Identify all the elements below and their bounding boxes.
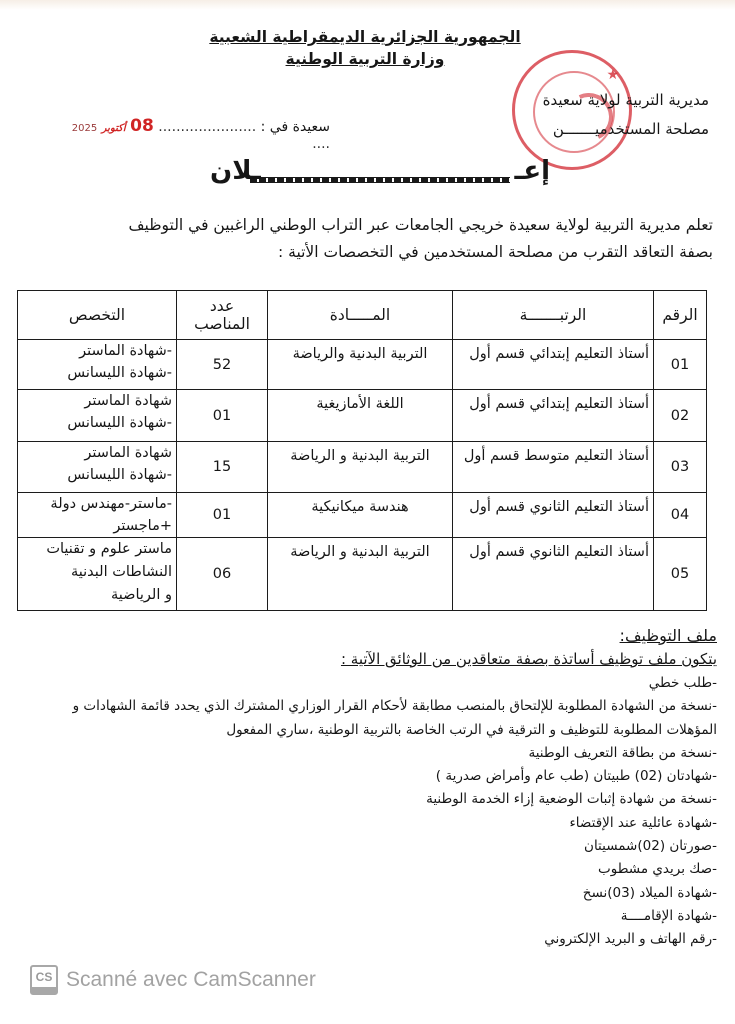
star-icon: ★ <box>606 67 619 83</box>
cell-spec <box>18 538 177 611</box>
cell-num: 05 <box>654 538 707 611</box>
announcement-title-start: إعـ <box>514 156 550 186</box>
cell-spec <box>18 493 177 538</box>
issuer-block <box>409 86 709 144</box>
header-num: الرقم <box>654 291 707 340</box>
spec-line: -شهادة الليسانس <box>67 467 172 483</box>
cell-num: 02 <box>654 390 707 442</box>
cell-count: 06 <box>177 538 268 611</box>
list-item: -نسخة من بطاقة التعريف الوطنية <box>528 744 717 761</box>
subject-text: التربية البدنية و الرياضة <box>290 448 430 464</box>
date-month: أكتوبر <box>101 123 126 134</box>
positions-table <box>17 290 707 611</box>
cell-count: 01 <box>177 493 268 538</box>
list-item: المؤهلات المطلوبة للتوظيف و الترقية في الرتب الخاصة بالتربية الوطنية ،ساري المفعول <box>226 721 717 738</box>
directorate-name: مديرية التربية لولاية سعيدة <box>542 91 709 109</box>
spec-line: شهادة الماستر <box>84 393 172 409</box>
watermark-text: Scanné avec CamScanner <box>66 968 316 991</box>
spec-line: -شهادة الماستر <box>79 343 172 359</box>
cell-count: 01 <box>177 390 268 442</box>
spec-line: ماستر علوم و تقنيات <box>46 541 172 557</box>
cell-count: 52 <box>177 340 268 390</box>
list-item: -صك بريدي مشطوب <box>598 861 717 878</box>
list-item: -طلب خطي <box>648 675 717 691</box>
list-item: -شهادة الإقامــــة <box>620 907 717 924</box>
list-item: -نسخة من الشهادة المطلوبة للإلتحاق بالمنصب مطابقة لأحكام القرار الوزاري المشترك الذي يحدد قائمة الشهادات و <box>72 698 717 715</box>
list-item: -نسخة من شهادة إثبات الوضعية إزاء الخدمة الوطنية <box>426 791 717 808</box>
header-count: عدد المناصب <box>177 291 268 340</box>
spec-line: النشاطات البدنية <box>70 564 172 580</box>
cell-subject <box>268 442 453 493</box>
cell-subject <box>268 538 453 611</box>
table-header-row <box>18 291 707 340</box>
rank-text: أستاذ التعليم إبتدائي قسم أول <box>469 396 649 412</box>
cell-num: 03 <box>654 442 707 493</box>
rank-text: أستاذ التعليم متوسط قسم أول <box>463 448 649 464</box>
cell-rank <box>453 340 654 390</box>
announcement-title-end: ـلان <box>210 156 261 186</box>
subject-text: التربية البدنية والرياضة <box>292 346 428 362</box>
intro-paragraph <box>22 212 713 266</box>
header-rank: الرتبـــــــة <box>453 291 654 340</box>
announcement-title <box>210 156 550 192</box>
kashida-bar <box>250 177 510 183</box>
file-section-title: ملف التوظيف: <box>619 626 717 645</box>
rank-text: أستاذ التعليم إبتدائي قسم أول <box>469 346 649 362</box>
spec-line: و الرياضية <box>111 587 172 603</box>
header-subject: المـــــادة <box>268 291 453 340</box>
spec-line: شهادة الماستر <box>84 445 172 461</box>
header-spec: التخصص <box>18 291 177 340</box>
cell-rank <box>453 390 654 442</box>
cell-spec <box>18 390 177 442</box>
date-day: 08 <box>130 116 154 136</box>
cell-num: 01 <box>654 340 707 390</box>
camscanner-watermark <box>30 965 316 995</box>
date-label: سعيدة في : <box>260 119 330 135</box>
cell-count: 15 <box>177 442 268 493</box>
republic-heading: الجمهورية الجزائرية الديمقراطية الشعبية <box>209 28 521 46</box>
date-dots: ...................... <box>158 119 257 135</box>
spec-line: -شهادة الليسانس <box>67 365 172 381</box>
table-row <box>18 538 707 611</box>
subject-text: التربية البدنية و الرياضة <box>290 544 430 560</box>
cell-num: 04 <box>654 493 707 538</box>
table-row <box>18 493 707 538</box>
intro-line-2: بصفة التعاقد التقرب من مصلحة المستخدمين في التخصصات الأتية : <box>277 243 713 261</box>
cell-spec <box>18 340 177 390</box>
cell-rank <box>453 442 654 493</box>
spec-line: -ماستر-مهندس دولة <box>50 496 172 512</box>
scan-edge-tint <box>0 0 735 10</box>
list-item: -شهادة عائلية عند الإقتضاء <box>569 814 717 831</box>
date-trail: .... <box>312 136 330 152</box>
intro-line-1: تعلم مديرية التربية لولاية سعيدة خريجي الجامعات عبر التراب الوطني الراغبين في التوظيف <box>128 216 713 234</box>
spec-line: +ماجستر <box>113 518 172 534</box>
table-row <box>18 390 707 442</box>
file-section-subtitle: يتكون ملف توظيف أساتذة بصفة متعاقدين من الوثائق الآتية : <box>340 650 717 668</box>
subject-text: اللغة الأمازيغية <box>316 396 404 412</box>
cell-subject <box>268 493 453 538</box>
list-item: -شهادتان (02) طبيتان (طب عام وأمراض صدرية ) <box>435 768 717 785</box>
rank-text: أستاذ التعليم الثانوي قسم أول <box>469 544 649 560</box>
list-item: -شهادة الميلاد (03)نسخ <box>582 884 717 901</box>
cell-rank <box>453 538 654 611</box>
camscanner-logo-icon: CS <box>30 965 58 995</box>
cell-rank <box>453 493 654 538</box>
date-year: 2025 <box>71 123 98 134</box>
table-row <box>18 442 707 493</box>
list-item: -رقم الهاتف و البريد الإلكتروني <box>544 931 717 948</box>
cell-subject <box>268 390 453 442</box>
table-row <box>18 340 707 390</box>
date-line <box>50 116 330 152</box>
spec-line: -شهادة الليسانس <box>67 415 172 431</box>
list-item: -صورتان (02)شمسيتان <box>584 838 717 855</box>
required-documents-list <box>17 672 717 952</box>
cell-spec <box>18 442 177 493</box>
ministry-heading: وزارة التربية الوطنية <box>285 50 445 68</box>
cell-subject <box>268 340 453 390</box>
service-name: مصلحة المستخدميـــــــن <box>552 120 709 138</box>
subject-text: هندسة ميكانيكية <box>311 499 409 515</box>
rank-text: أستاذ التعليم الثانوي قسم أول <box>469 499 649 515</box>
